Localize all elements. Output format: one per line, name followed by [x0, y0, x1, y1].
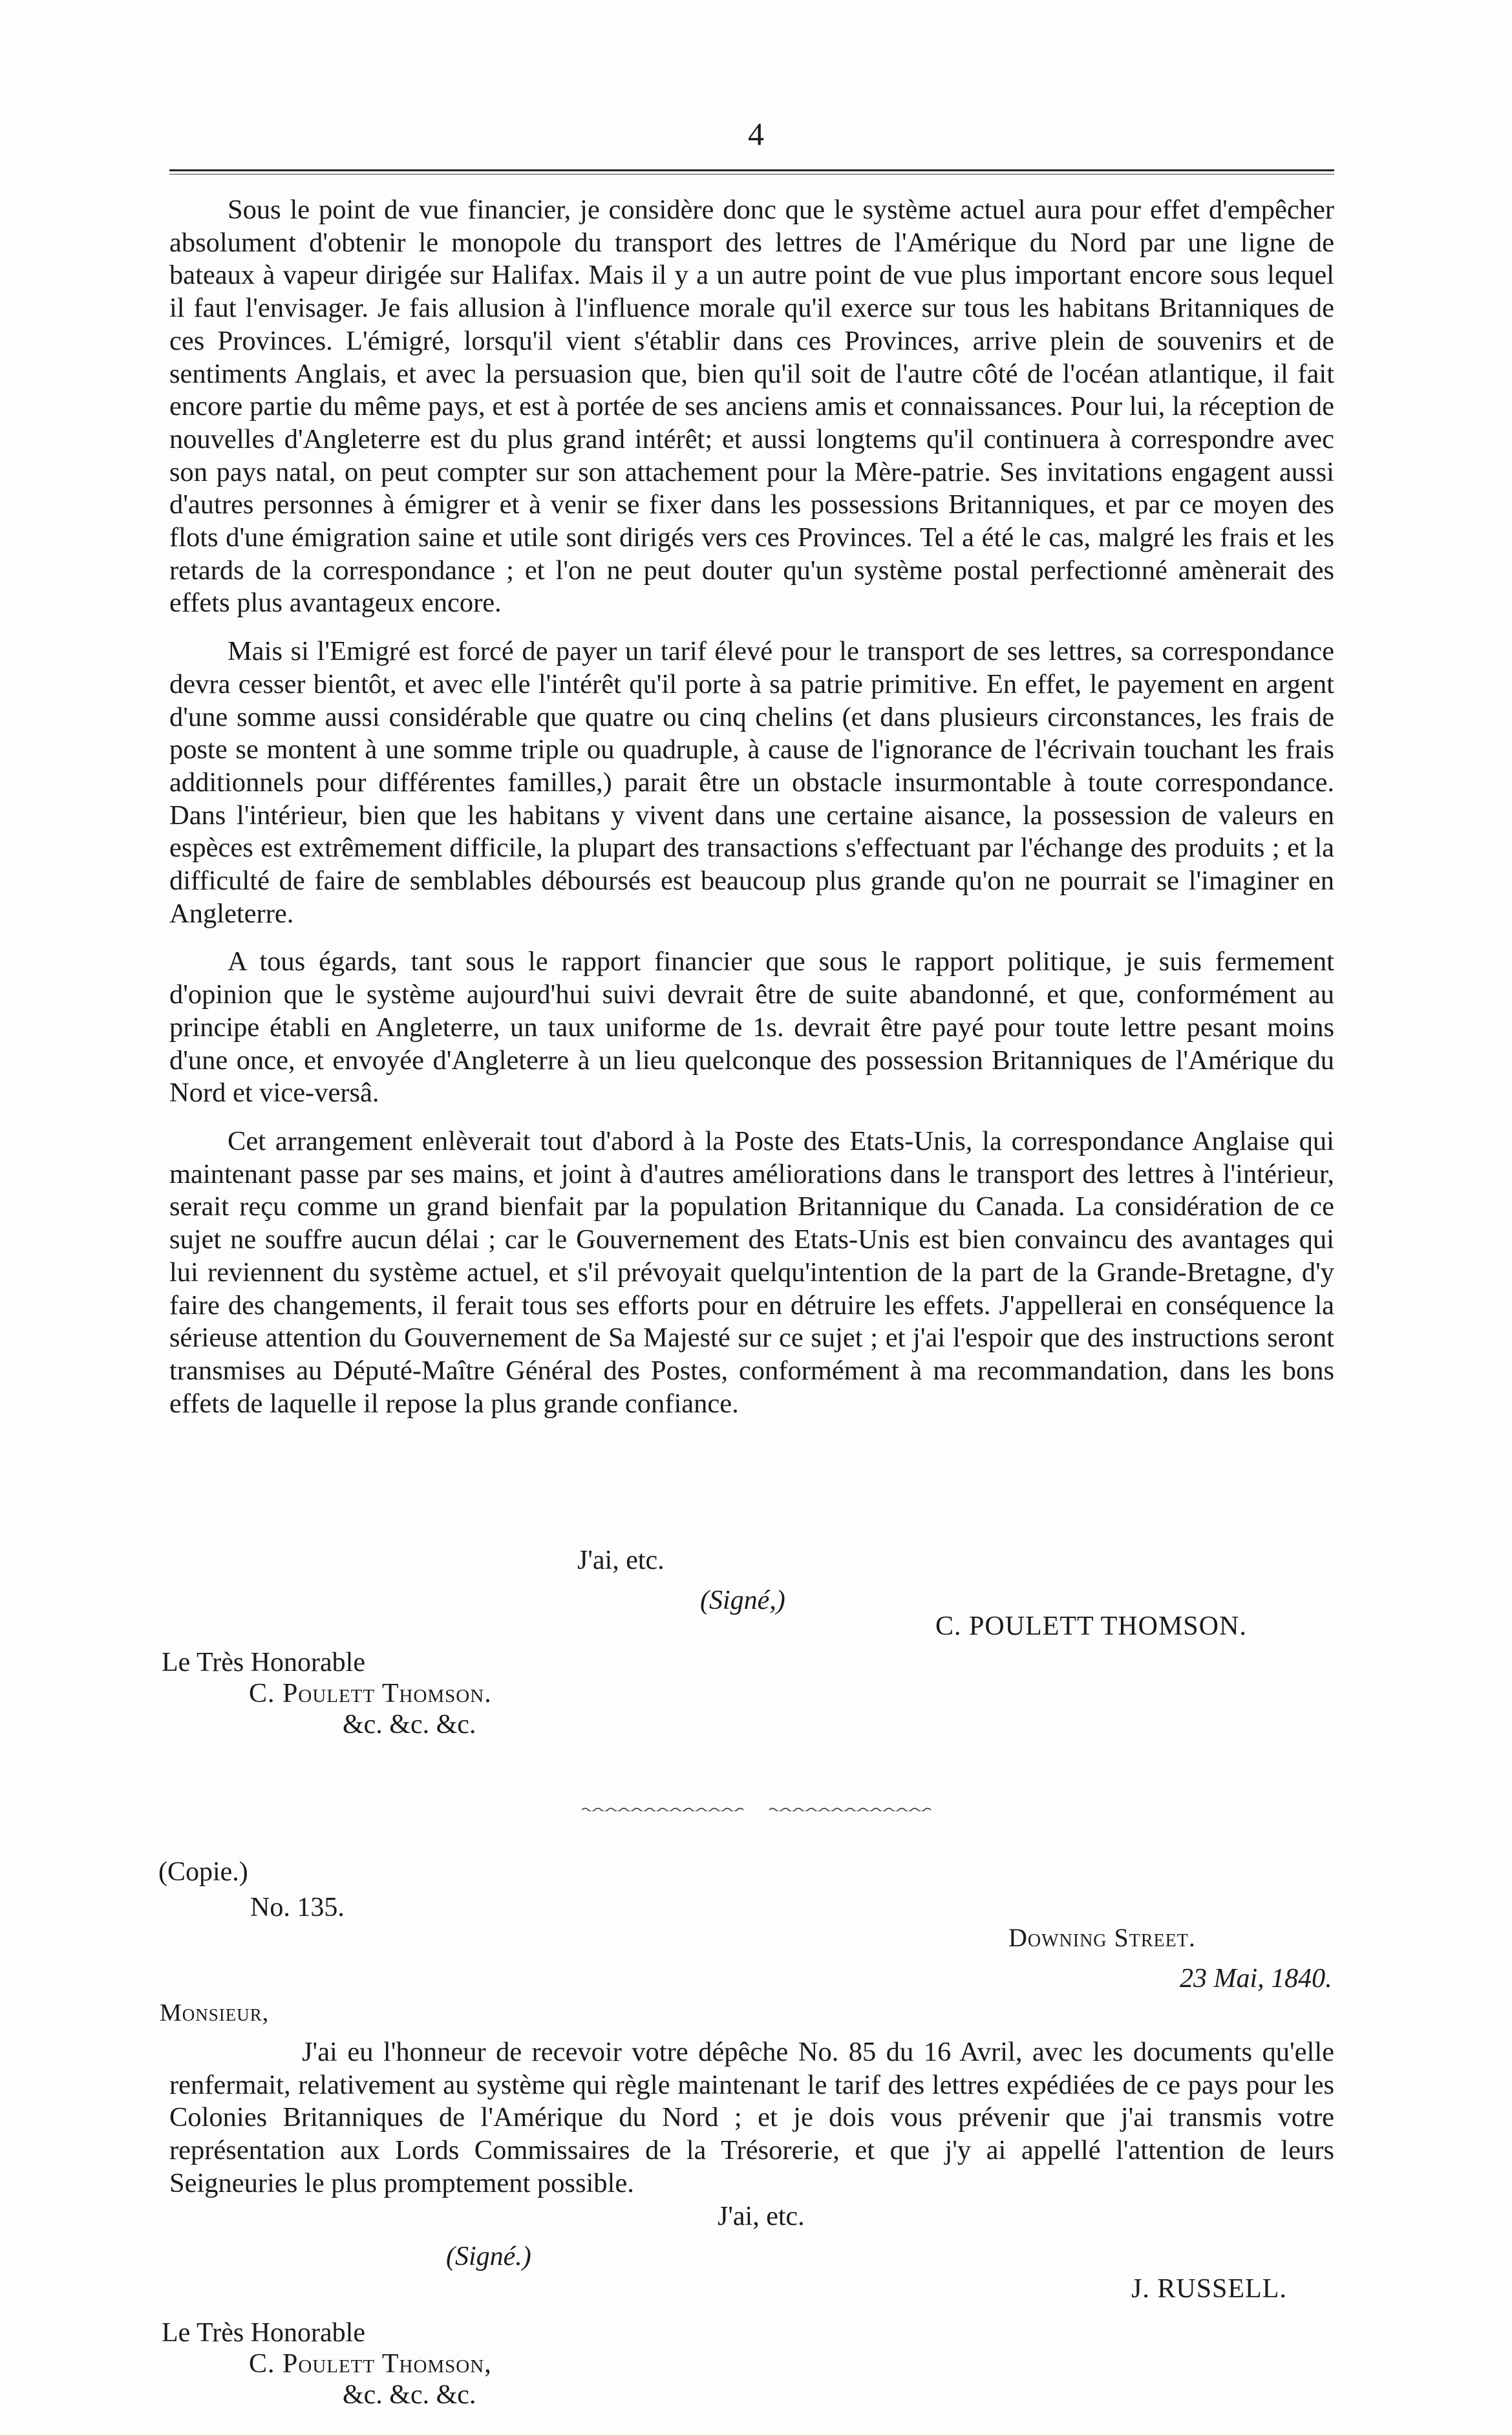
dispatch-date: 23 Mai, 1840.	[1180, 1964, 1332, 1994]
copy-label: (Copie.)	[158, 1857, 248, 1887]
addressee-name: C. Poulett Thomson.	[249, 1679, 492, 1708]
letter-body-2	[169, 2036, 1334, 2200]
paragraph: Cet arrangement enlèverait tout d'abord à la Poste des Etats-Unis, la correspondance Anglaise qui maintenant passe par ses mains, et joint à d'autres améliorations dans le transport des lettres à l'intérieur, serait reçu comme un grand bienfait par la population Britannique du Canada. La considération de ce sujet ne souffre aucun délai ; car le Gouvernement des Etats-Unis est bien convaincu des avantages qui lui reviennent du système actuel, et s'il prévoyait quelqu'intention de la part de la Grande-Bretagne, d'y faire des changements, il ferait tous ses efforts pour en détruire les effets. J'appellerai en conséquence la sérieuse attention du Gouvernement de Sa Majesté sur ce sujet ; et j'ai l'espoir que des instructions seront transmises au Député-Maître Général des Postes, conformément à ma recommandation, dans les bons effets de laquelle il repose la plus grande confiance.	[169, 1125, 1334, 1419]
addressee-1	[162, 1647, 492, 1740]
addressee-title: Le Très Honorable	[162, 2318, 365, 2348]
letter-body-1	[169, 194, 1334, 1420]
addressee-etc: &c. &c. &c.	[343, 2380, 476, 2410]
paragraph: Sous le point de vue financier, je considère donc que le système actuel aura pour effet d'empêcher absolument d'obtenir le monopole du transport des lettres de l'Amérique du Nord par une ligne de bateaux à vapeur dirigée sur Halifax. Mais il y a un autre point de vue plus important encore sous lequel il faut l'envisager. Je fais allusion à l'influence morale qu'il exerce sur tous les habitans Britanniques de ces Provinces. L'émigré, lorsqu'il vient s'établir dans ces Provinces, arrive plein de souvenirs et de sentiments Anglais, et avec la persuasion que, bien qu'il soit de l'autre côté de l'océan atlantique, il fait encore partie du même pays, et est à portée de ses anciens amis et connaissances. Pour lui, la réception de nouvelles d'Angleterre est du plus grand intérêt; et aussi longtems qu'il continuera à correspondre avec son pays natal, on peut compter sur son attachement pour la Mère-patrie. Ses invitations engagent aussi d'autres personnes à émigrer et à venir se fixer dans les possessions Britanniques, et par ce moyen des flots d'une émigration saine et utile sont dirigés vers ces Provinces. Tel a été le cas, malgré les frais et les retards de la correspondance ; et l'on ne peut douter qu'un système postal perfectionné amènerait des effets plus avantageux encore.	[169, 195, 1334, 619]
header-rule	[169, 169, 1334, 175]
salutation: Monsieur,	[160, 1999, 270, 2026]
signed-label-2: (Signé.)	[446, 2242, 531, 2271]
addressee-2	[162, 2317, 492, 2410]
addressee-title: Le Très Honorable	[162, 1648, 365, 1677]
closing-1: J'ai, etc.	[577, 1546, 665, 1575]
paragraph: Mais si l'Emigré est forcé de payer un tarif élevé pour le transport de ses lettres, sa correspondance devra cesser bientôt, et avec elle l'intérêt qu'il porte à sa patrie primitive. En effet, le payement en argent d'une somme aussi considérable que quatre ou cinq chelins (et dans plusieurs circonstances, les frais de poste se montent à une somme triple ou quadruple, à cause de l'ignorance de l'écrivain touchant les frais additionnels pour différentes familles,) parait être un obstacle insurmontable à toute correspondance. Dans l'intérieur, bien que les habitans y vivent dans une certaine aisance, la possession de valeurs en espèces est extrêmement difficile, la plupart des transactions s'effectuant par l'échange des produits ; et la difficulté de faire de semblables déboursés est beaucoup plus grande qu'on ne pourrait se l'imaginer en Angleterre.	[169, 636, 1334, 929]
closing-2: J'ai, etc.	[718, 2202, 805, 2231]
wavy-line-icon	[582, 1807, 931, 1811]
section-separator	[582, 1805, 931, 1811]
paragraph: J'ai eu l'honneur de recevoir votre dépêche No. 85 du 16 Avril, avec les documents qu'elle renfermait, relativement au système qui règle maintenant le tarif des lettres expédiées de ce pays pour les Colonies Britanniques de l'Amérique du Nord ; et je dois vous prévenir que j'ai transmis votre représentation aux Lords Commissaires de la Trésorerie, et que j'y ai appellé l'attention de leurs Seigneuries le plus promptement possible.	[169, 2037, 1334, 2198]
paragraph: A tous égards, tant sous le rapport financier que sous le rapport politique, je suis fermement d'opinion que le système aujourd'hui suivi devrait être de suite abandonné, et que, conformément au principe établi en Angleterre, un taux uniforme de 1s. devrait être payé pour toute lettre pesant moins d'une once, et envoyée d'Angleterre à un lieu quelconque des possession Britanniques de l'Amérique du Nord et vice-versâ.	[169, 946, 1334, 1109]
page-number: 4	[748, 116, 764, 152]
signatory-2: J. RUSSELL.	[1131, 2274, 1287, 2304]
addressee-etc: &c. &c. &c.	[343, 1710, 476, 1739]
signatory-1: C. POULETT THOMSON.	[935, 1611, 1247, 1641]
addressee-name: C. Poulett Thomson,	[249, 2349, 492, 2379]
signed-label-1: (Signé,)	[700, 1586, 785, 1615]
dispatch-number: No. 135.	[250, 1893, 345, 1922]
dispatch-place: Downing Street.	[1008, 1923, 1196, 1952]
